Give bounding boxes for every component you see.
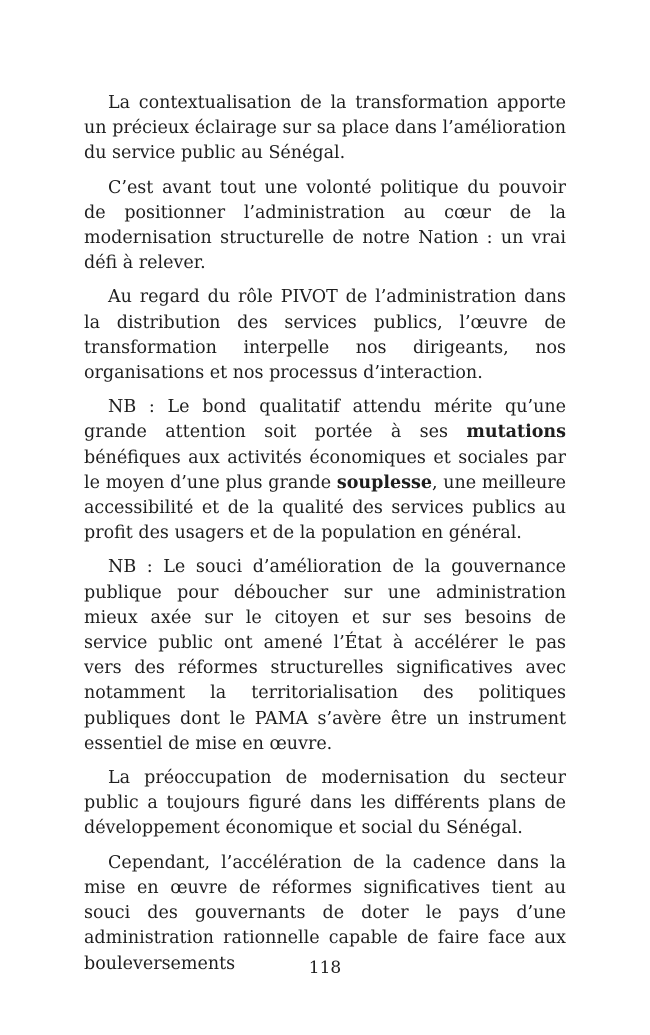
paragraph-text: NB : Le souci d’amélioration de la gouvernance publique pour déboucher sur une administration mieux axée sur le citoyen et sur ses besoins de service public ont amené l’État à accélérer le pas vers des réformes structurelles significatives avec notamment la territorialisation des politiques publiques dont le PAMA s’avère être un instrument essentiel de mise en œuvre.	[84, 557, 566, 754]
paragraph-2	[84, 176, 566, 277]
paragraph-1	[84, 91, 566, 167]
paragraph-text: Cependant, l’accélération de la cadence dans la mise en œuvre de réformes significatives tient au souci des gouvernants de doter le pays d’une administration rationnelle capable de faire face aux bouleversements	[84, 852, 566, 974]
paragraph-3	[84, 285, 566, 386]
bold-term-mutations: mutations	[466, 422, 566, 443]
page-number: 118	[308, 958, 342, 978]
bold-term-souplesse: souplesse	[336, 472, 432, 493]
paragraph-text: La préoccupation de modernisation du secteur public a toujours figuré dans les différents plans de développement économique et social du Sénégal.	[84, 768, 566, 839]
paragraph-text: bénéfiques aux activités économiques et sociales par le moyen d’une plus grande	[84, 447, 566, 493]
paragraph-text: , une meilleure accessibilité et de la qualité des services publics au profit des usagers et de la population en général.	[84, 472, 566, 544]
paragraph-text: Au regard du rôle PIVOT de l’administration dans la distribution des services publics, l’œuvre de transformation interpelle nos dirigeants, nos organisations et nos processus d’interaction.	[84, 287, 566, 384]
paragraph-4	[84, 395, 566, 546]
paragraph-text: C’est avant tout une volonté politique du pouvoir de positionner l’administration au cœur de la modernisation structurelle de notre Nation : un vrai défi à relever.	[84, 177, 566, 274]
paragraph-text: La contextualisation de la transformation apporte un précieux éclairage sur sa place dans l’amélioration du service public au Sénégal.	[84, 93, 566, 164]
paragraph-text: NB : Le bond qualitatif attendu mérite qu’une grande attention soit portée à ses	[84, 397, 566, 443]
body-text	[84, 91, 566, 977]
paragraph-6	[84, 766, 566, 842]
paragraph-5	[84, 555, 566, 757]
